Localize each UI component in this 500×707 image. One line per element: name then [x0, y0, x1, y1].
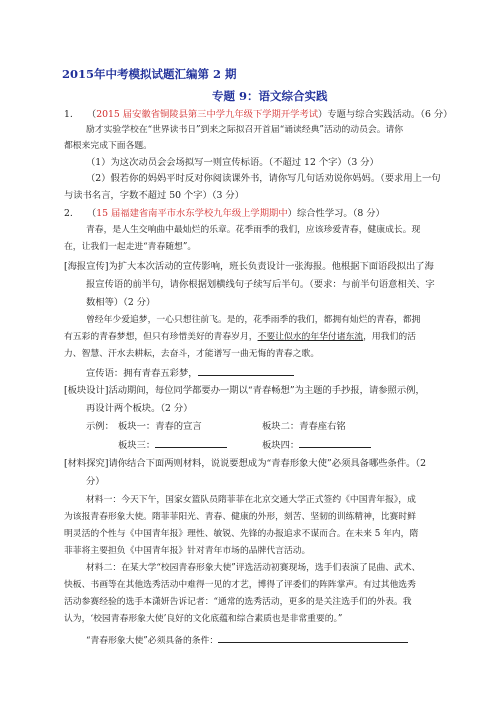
q2-intro-line-2: 在，让我们一起走进“青春随想”。 — [64, 242, 197, 252]
q2-tail: 综合性学习。（8 分） — [296, 208, 385, 219]
q1-heading — [64, 108, 452, 121]
final-answer-blank[interactable] — [218, 633, 408, 643]
q1-number: 1. — [64, 109, 73, 120]
final-answer-label: “青春形象大使”必须具备的条件： — [86, 636, 219, 646]
q1-sub-question-1: （1）为这次动员会会场拟写一则宣传标语。（不超过 12 个字）（3 分） — [86, 157, 379, 168]
block-3-label: 板块三： — [118, 440, 156, 451]
q2-heading — [64, 207, 385, 220]
slogan-answer-row — [86, 366, 294, 380]
slogan-label: 宣传语：拥有青春五彩梦， — [86, 368, 198, 379]
q1-intro-line-1: 励才实验学校在“世界读书日”到来之际拟召开首届“诵读经典”活动的动员会。请你 — [86, 125, 404, 135]
board-design-line-1: [板块设计]活动期间，每位同学都要办一期以“青春畅想”为主题的手抄报，请参照示例， — [64, 385, 425, 396]
material-1-line-1: 材料一：今天下午，国家女篮队员隋菲菲在北京交通大学正式签约《中国青年报》，成 — [86, 495, 416, 505]
final-answer-row — [86, 633, 408, 648]
q1-open-paren: （ — [86, 109, 97, 120]
q1-intro-line-2: 都根来完成下面各题。 — [64, 141, 152, 151]
poster-section-line-2: 报宣传语的前半句，请你根据划横线句子续写后半句。（要求：与前半句语意相关、字 — [86, 279, 435, 290]
q2-source: 15 届福建省南平市水东学校九年级上学期期中 — [96, 208, 288, 219]
q2-intro-line-1: 青春，是人生交响曲中最灿烂的乐章。花季雨季的我们，应该珍爱青春，健康成长。现 — [86, 225, 421, 235]
board-design-line-2: 再设计两个板块。（2 分） — [86, 403, 193, 414]
example-block-2: 板块二：青春座右铭 — [262, 421, 346, 432]
poster-passage-line-1: 曾经年少爱追梦，一心只想往前飞。是的，花季雨季的我们，都拥有灿烂的青春，都拥 — [86, 315, 421, 325]
underlined-sentence: 不要让似水的年华付诸东流 — [257, 332, 364, 342]
block-4-answer-blank[interactable] — [299, 438, 371, 448]
topic-title: 专题 9：语文综合实践 — [212, 89, 328, 103]
slogan-answer-blank[interactable] — [198, 366, 294, 376]
q1-sub-question-2-line-2: 与读书名言，字数不超过 50 个字）（3 分） — [64, 190, 245, 201]
q2-open-paren: （ — [86, 208, 97, 219]
poster-passage-line-2 — [64, 331, 416, 344]
block-3-row — [118, 438, 227, 452]
poster-section-line-1: [海报宣传]为扩大本次活动的宣传影响，班长负责设计一张海报。他根据下面语段拟出了海 — [64, 261, 434, 272]
block-3-answer-blank[interactable] — [155, 438, 227, 448]
passage-text-c: ，用我们的活 — [363, 332, 416, 342]
material-2-line-3: 活动参赛经验的选手本潇妍告诉记者：“通常的选秀活动，更多的是关注选手们的外表。我 — [64, 597, 412, 607]
block-4-row — [262, 438, 371, 452]
poster-passage-line-3: 力、智慧、汗水去耕耘，去奋斗，才能谱写一曲无悔的青春之歌。 — [64, 349, 320, 359]
block-4-label: 板块四： — [262, 440, 300, 451]
document-title: 2015年中考模拟试题汇编第 2 期 — [62, 67, 237, 81]
q2-number: 2. — [64, 208, 73, 219]
q1-tail: 专题与综合实践活动。（6 分） — [327, 109, 453, 120]
material-1-line-4: 菲菲将主要担负《中国青年报》针对青年市场的品牌代言活动。 — [64, 546, 311, 556]
poster-section-line-3: 数相等）（2 分） — [86, 297, 156, 308]
q2-close-paren: ） — [287, 208, 297, 219]
material-inquiry-line-1: [材料探究]请你结合下面两则材料，说说要想成为“青春形象大使”必须具备哪些条件。（2 — [64, 458, 427, 469]
material-1-line-2: 为该报青春形象大使。隋菲菲阳光、青春、健康的外形，刻苦、坚韧的训练精神，比赛时鲜 — [64, 512, 416, 522]
example-block-1: 板块一：青春的宣言 — [118, 421, 202, 432]
q1-close-paren: ） — [318, 109, 328, 120]
material-2-line-1: 材料二：在某大学“校园青春形象大使”评选活动初赛现场，选手们表演了昆曲、武术、 — [86, 563, 421, 573]
q1-source: 2015 届安徽省铜陵县第三中学九年级下学期开学考试 — [96, 109, 319, 120]
material-1-line-3: 明灵活的个性与《中国青年报》理性、敏锐、先锋的办报追求不谋而合。在未来 5 年内，隋 — [64, 529, 419, 539]
material-2-line-2: 快板、书画等在其他选秀活动中难得一见的才艺，博得了评委们的阵阵掌声。有过其他选秀 — [64, 580, 416, 590]
passage-text-a: 有五彩的青春梦想，但只有珍惜美好的青春岁月， — [64, 332, 258, 342]
q1-sub-question-2-line-1: （2）假若你的妈妈平时反对你阅读课外书，请你写几句话劝说你妈妈。（要求用上一句 — [86, 173, 441, 184]
material-2-line-4: 认为，‘校园青春形象大使’良好的文化底蕴和综合素质也是非常重要的。” — [64, 614, 343, 624]
material-inquiry-line-2: 分） — [86, 476, 105, 487]
example-label: 示例： — [86, 421, 114, 432]
